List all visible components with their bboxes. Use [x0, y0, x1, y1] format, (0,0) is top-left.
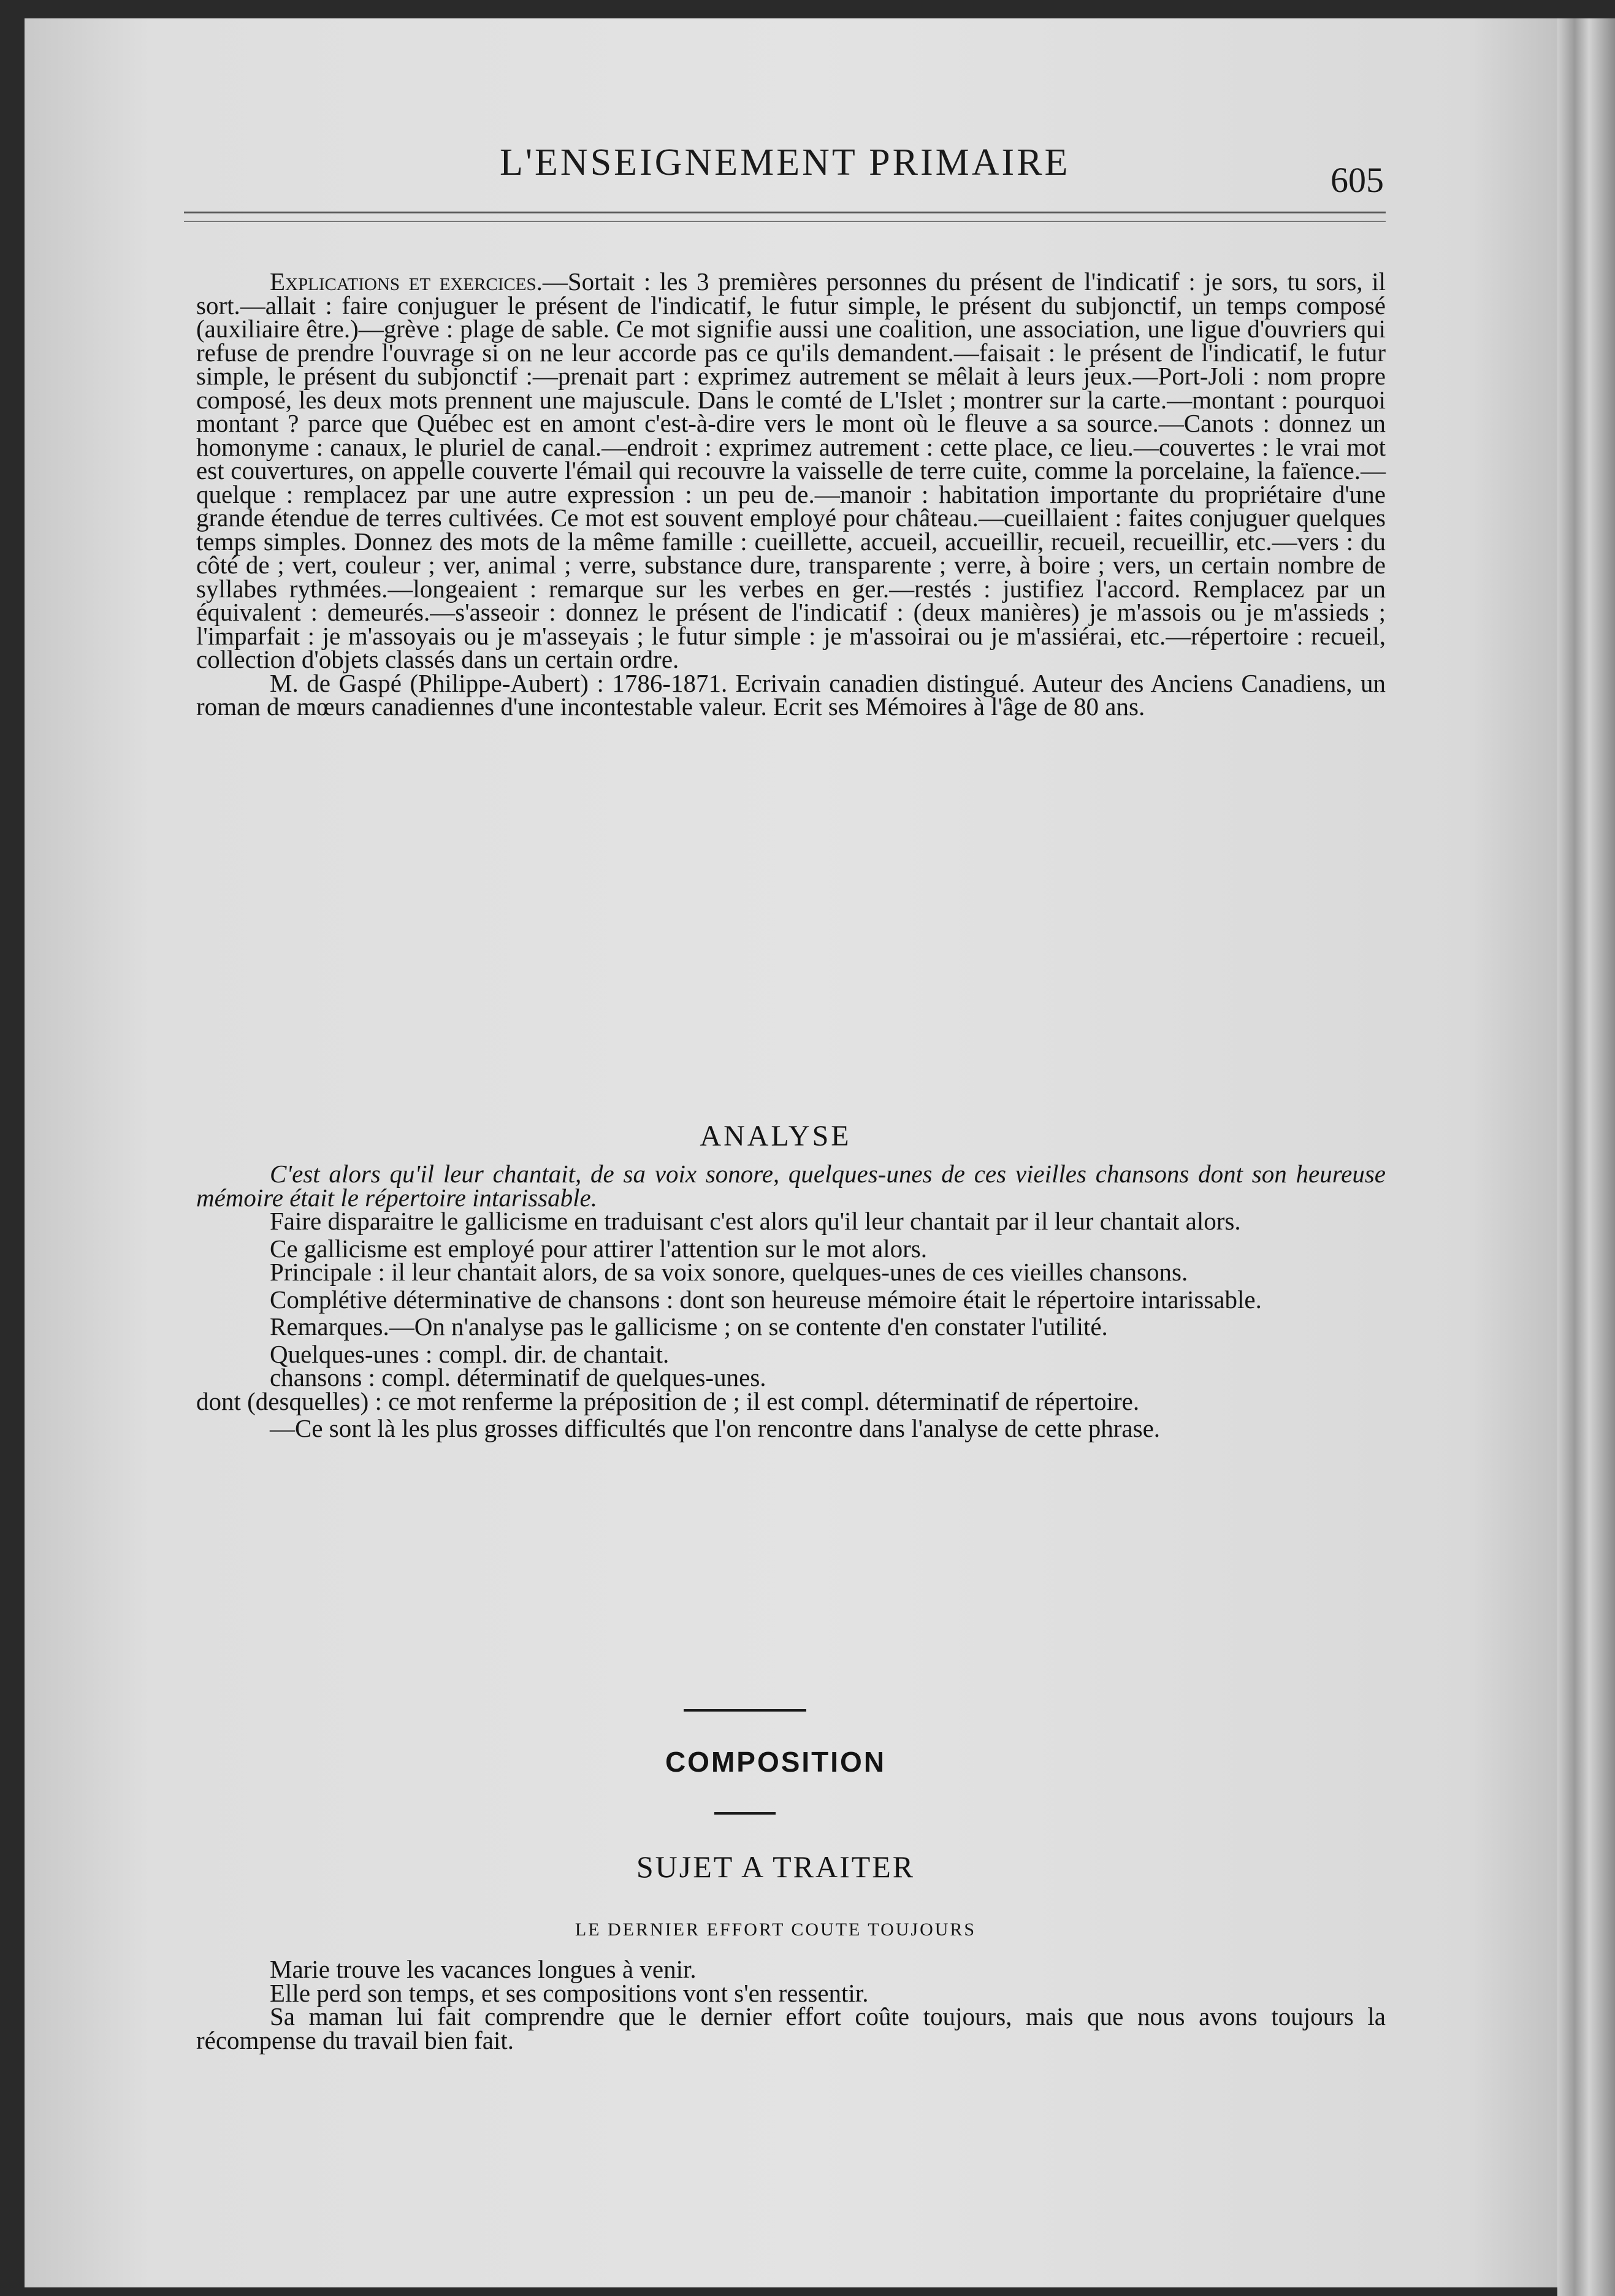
analyse-block	[196, 1162, 1386, 1441]
header-rule-thin	[184, 221, 1386, 222]
section-divider	[684, 1709, 806, 1712]
analyse-paragraph: —Ce sont là les plus grosses difficultés que l'on rencontre dans l'analyse de cette phrase.	[270, 1414, 1161, 1442]
analyse-paragraph: Complétive déterminative de chansons : dont son heureuse mémoire était le répertoire intarissable.	[270, 1285, 1262, 1314]
analyse-paragraph: Principale : il leur chantait alors, de sa voix sonore, quelques-unes de ces vieilles chansons.	[270, 1258, 1188, 1286]
analyse-quote: C'est alors qu'il leur chantait, de sa voix sonore, quelques-unes de ces vieilles chansons dont son heureuse mémoire était le répertoire intarissable.	[196, 1160, 1386, 1212]
analyse-paragraph: dont (desquelles) : ce mot renferme la préposition de ; il est compl. déterminatif de répertoire.	[196, 1387, 1140, 1415]
theme-heading: LE DERNIER EFFORT COUTE TOUJOURS	[575, 1919, 977, 1940]
analyse-heading: ANALYSE	[700, 1120, 852, 1152]
composition-line: Marie trouve les vacances longues à venir.	[270, 1955, 697, 1983]
explications-block	[196, 267, 1386, 721]
page-edge	[1557, 18, 1615, 2296]
analyse-paragraph: Remarques.—On n'analyse pas le gallicisme ; on se contente d'en constater l'utilité.	[270, 1312, 1108, 1341]
section-divider	[714, 1812, 776, 1815]
explications-paragraph	[196, 267, 1386, 673]
analyse-paragraph: chansons : compl. déterminatif de quelques-unes.	[270, 1363, 766, 1391]
composition-line: Elle perd son temps, et ses compositions vont s'en ressentir.	[270, 1978, 869, 2007]
composition-block	[196, 1957, 1386, 2052]
explications-heading: Explications et exercices.	[270, 267, 543, 296]
gaspe-note: M. de Gaspé (Philippe-Aubert) : 1786-1871. Ecrivain canadien distingué. Auteur des Anciens Canadiens, un roman de mœurs canadiennes d'une incontestable valeur. Ecrit ses Mémoires à l'âge de 80 ans.	[196, 668, 1386, 721]
analyse-paragraph: Ce gallicisme est employé pour attirer l'attention sur le mot alors.	[270, 1234, 927, 1263]
running-title: L'ENSEIGNEMENT PRIMAIRE	[500, 142, 1071, 183]
analyse-paragraph: Faire disparaitre le gallicisme en traduisant c'est alors qu'il leur chantait par il leur chantait alors.	[270, 1207, 1241, 1235]
page-number: 605	[1331, 160, 1384, 200]
composition-heading: COMPOSITION	[665, 1746, 887, 1778]
explications-text: —Sortait : les 3 premières personnes du présent de l'indicatif : je sors, tu sors, il sort.—allait : faire conjuguer le présent de l'indicatif, le futur simple, le présent du subjonctif, un temps composé (auxiliaire être.)—grève : plage de sable. Ce mot signifie aussi une coalition, une association, une ligue d'ouvriers qui refuse de prendre l'ouvrage si on ne leur accorde pas ce qu'ils demandent.—faisait : le présent de l'indicatif, le futur simple, le présent du subjonctif :—prenait part : exprimez autrement se mêlait à leurs jeux.—Port-Joli : nom propre composé, les deux mots prennent une majuscule. Dans le comté de L'Islet ; montrer sur la carte.—montant : pourquoi montant ? parce que Québec est en amont c'est-à-dire vers le mont où le fleuve a sa source.—Canots : donnez un homonyme : canaux, le pluriel de canal.—endroit : exprimez autrement : cette place, ce lieu.—couvertes : le vrai mot est couvertures, on appelle couverte l'émail qui recouvre la vaisselle de terre cuite, comme la porcelaine, la faïence.—quelque : remplacez par une autre expression : un peu de.—manoir : habitation importante du propriétaire d'une grande étendue de terres cultivées. Ce mot est souvent employé pour château.—cueillaient : faites conjuguer quelques temps simples. Donnez des mots de la même famille : cueillette, accueil, accueillir, recueil, recueillir, etc.—vers : du côté de ; vert, couleur ; ver, animal ; verre, substance dure, transparente ; verre, à boire ; vers, un certain nombre de syllabes rythmées.—longeaient : remarque sur les verbes en ger.—restés : justifiez l'accord. Remplacez par un équivalent : demeurés.—s'asseoir : donnez le présent de l'indicatif : (deux manières) je m'assois ou je m'assieds ; l'imparfait : je m'assoyais ou je m'asseyais ; le futur simple : je m'assoirai ou je m'assiérai, etc.—répertoire : recueil, collection d'objets classés dans un certain ordre.	[196, 267, 1386, 673]
analyse-paragraph: Quelques-unes : compl. dir. de chantait.	[270, 1339, 670, 1368]
composition-line: Sa maman lui fait comprendre que le dernier effort coûte toujours, mais que nous avons toujours la récompense du travail bien fait.	[196, 2002, 1386, 2054]
sujet-heading: SUJET A TRAITER	[636, 1850, 915, 1884]
header-rule	[184, 212, 1386, 213]
